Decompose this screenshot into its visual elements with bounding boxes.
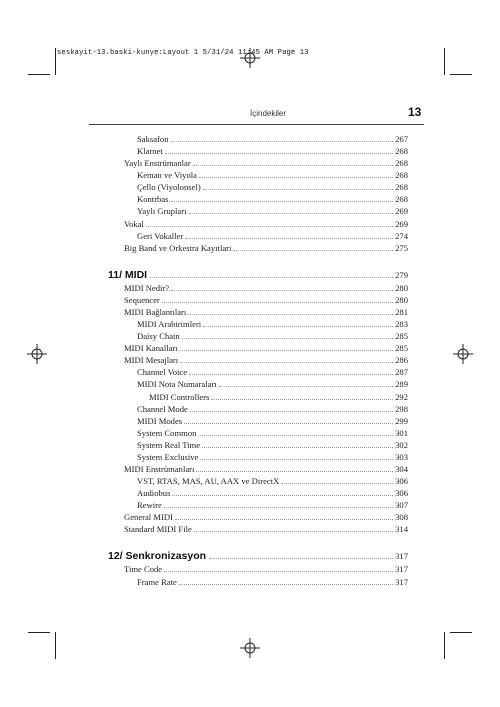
dot-leader — [164, 507, 393, 508]
dot-leader — [180, 350, 393, 351]
entry-page: 303 — [395, 451, 408, 462]
dot-leader — [193, 165, 393, 166]
toc-entry[interactable] — [137, 377, 408, 389]
dot-leader — [175, 519, 393, 520]
entry-title: MIDI Mesajları — [124, 355, 179, 366]
entry-title: Klarnet — [137, 146, 163, 157]
entry-title: Channel Voice — [137, 367, 188, 378]
entry-title: Çello (Viyolonsel) — [137, 182, 201, 193]
dot-leader — [179, 584, 393, 585]
running-header-title: İçindekiler — [250, 109, 287, 118]
entry-title: MIDI Nedir? — [124, 282, 170, 293]
toc-entry[interactable] — [137, 450, 408, 462]
toc-chapter-heading[interactable] — [108, 548, 408, 562]
toc-chapter-heading[interactable] — [108, 267, 408, 281]
entry-page: 280 — [395, 282, 408, 293]
entry-title: System Common — [137, 427, 197, 438]
entry-page: 317 — [395, 564, 408, 575]
entry-title: Vokal — [124, 218, 144, 229]
dot-leader — [211, 399, 393, 400]
entry-title: System Exclusive — [137, 451, 199, 462]
dot-leader — [172, 495, 393, 496]
entry-page: 301 — [395, 427, 408, 438]
chapter-title: 12/ Senkronizasyon — [108, 550, 207, 563]
dot-leader — [209, 558, 393, 559]
entry-page: 287 — [395, 367, 408, 378]
toc-entry[interactable] — [124, 522, 408, 534]
entry-page: 268 — [395, 194, 408, 205]
toc-entry[interactable] — [124, 562, 408, 574]
entry-page: 314 — [395, 524, 408, 535]
entry-title: MIDI Nota Numaraları — [137, 379, 217, 390]
toc-entry[interactable] — [137, 180, 408, 192]
toc-entry[interactable] — [137, 192, 408, 204]
entry-page: 317 — [395, 576, 408, 587]
entry-title: Keman ve Viyola — [137, 170, 197, 181]
entry-title: MIDI Kanalları — [124, 343, 178, 354]
entry-page: 283 — [395, 319, 408, 330]
toc-entry[interactable] — [124, 217, 408, 229]
toc-entry[interactable] — [124, 293, 408, 305]
dot-leader — [188, 314, 393, 315]
toc-entry[interactable] — [137, 365, 408, 377]
entry-page: 281 — [395, 306, 408, 317]
chapter-page: 279 — [395, 269, 408, 280]
dot-leader — [171, 201, 394, 202]
dot-leader — [199, 177, 393, 178]
toc-entry[interactable] — [137, 498, 408, 510]
entry-title: Yaylı Enstrümanlar — [124, 158, 191, 169]
dot-leader — [180, 362, 393, 363]
entry-page: 308 — [395, 512, 408, 523]
dot-leader — [150, 277, 393, 278]
toc-entry[interactable] — [137, 144, 408, 156]
dot-leader — [164, 571, 393, 572]
entry-page: 268 — [395, 146, 408, 157]
entry-title: Saksafon — [137, 134, 169, 144]
entry-page: 268 — [395, 182, 408, 193]
chapter-page: 317 — [395, 551, 408, 562]
toc-entry[interactable] — [137, 474, 408, 486]
dot-leader — [196, 471, 393, 472]
toc-entry[interactable] — [124, 353, 408, 365]
entry-page: 275 — [395, 242, 408, 253]
entry-page: 285 — [395, 343, 408, 354]
toc-entry[interactable] — [124, 241, 408, 253]
toc-entry[interactable] — [124, 305, 408, 317]
entry-title: Channel Mode — [137, 403, 188, 414]
entry-title: Kontrbas — [137, 194, 169, 205]
dot-leader — [171, 141, 394, 142]
dot-leader — [165, 153, 393, 154]
dot-leader — [202, 447, 393, 448]
entry-page: 267 — [395, 134, 408, 144]
entry-title: VST, RTAS, MAS, AU, AAX ve DirectX — [137, 476, 280, 487]
toc-entry[interactable] — [124, 156, 408, 168]
dot-leader — [185, 238, 393, 239]
dot-leader — [171, 290, 393, 291]
toc-entry[interactable] — [137, 402, 408, 414]
dot-leader — [233, 250, 393, 251]
entry-page: 306 — [395, 476, 408, 487]
dot-leader — [182, 338, 393, 339]
entry-page: 269 — [395, 218, 408, 229]
dot-leader — [189, 374, 393, 375]
entry-title: MIDI Enstrümanları — [124, 464, 195, 474]
entry-title: MIDI Bağlantıları — [124, 306, 187, 317]
entry-title: MIDI Arabirimleri — [137, 319, 202, 330]
entry-page: 286 — [395, 355, 408, 366]
entry-title: Geri Vokaller — [137, 230, 184, 241]
entry-page: 289 — [395, 379, 408, 390]
entry-page: 268 — [395, 170, 408, 181]
entry-title: Standard MIDI File — [124, 524, 192, 535]
chapter-title: 11/ MIDI — [108, 268, 148, 281]
entry-title: MIDI Modes — [137, 415, 183, 426]
entry-page: 274 — [395, 230, 408, 241]
entry-title: General MIDI — [124, 512, 173, 523]
toc-entry[interactable] — [124, 510, 408, 522]
dot-leader — [281, 483, 393, 484]
toc-entry[interactable] — [137, 438, 408, 450]
entry-page: 304 — [395, 464, 408, 474]
dot-leader — [203, 326, 393, 327]
toc-entry[interactable] — [137, 132, 408, 144]
entry-page: 307 — [395, 500, 408, 511]
entry-page: 280 — [395, 294, 408, 305]
dot-leader — [189, 213, 394, 214]
entry-title: Rewire — [137, 500, 162, 511]
toc-entry[interactable] — [124, 281, 408, 293]
toc-entry[interactable] — [137, 426, 408, 438]
dot-leader — [194, 531, 393, 532]
dot-leader — [200, 459, 393, 460]
toc-entry[interactable] — [137, 486, 408, 498]
toc-entry[interactable] — [137, 575, 408, 587]
entry-title: System Real Time — [137, 439, 201, 450]
toc-entry[interactable] — [137, 317, 408, 329]
entry-page: 298 — [395, 403, 408, 414]
dot-leader — [198, 435, 393, 436]
dot-leader — [203, 189, 393, 190]
toc-entry[interactable] — [149, 390, 408, 402]
toc-entry[interactable] — [137, 204, 408, 216]
entry-page: 268 — [395, 158, 408, 169]
dot-leader — [162, 302, 393, 303]
entry-title: Yaylı Grupları — [137, 206, 187, 217]
print-slug-line: seskayit-13.baski-kunye:Layout 1 5/31/24 11:45 AM Page 13 — [57, 49, 309, 57]
entry-title: Time Code — [124, 564, 163, 575]
entry-title: Sequencer — [124, 294, 160, 305]
entry-title: Audiobus — [137, 488, 171, 499]
dot-leader — [184, 423, 393, 424]
toc-entry[interactable] — [137, 414, 408, 426]
dot-leader — [190, 411, 393, 412]
toc-entry[interactable] — [137, 329, 408, 341]
entry-title: Frame Rate — [137, 576, 177, 587]
entry-page: 306 — [395, 488, 408, 499]
toc-entry[interactable] — [124, 462, 408, 474]
entry-page: 269 — [395, 206, 408, 217]
toc-entry[interactable] — [124, 341, 408, 353]
dot-leader — [219, 386, 393, 387]
toc-entry[interactable] — [137, 229, 408, 241]
toc-entry[interactable] — [137, 168, 408, 180]
entry-page: 285 — [395, 331, 408, 342]
entry-page: 302 — [395, 439, 408, 450]
entry-title: Big Band ve Orkestra Kayıtları — [124, 242, 232, 253]
page-number: 13 — [408, 105, 422, 119]
entry-page: 292 — [395, 391, 408, 402]
entry-title: Daisy Chain — [137, 331, 180, 342]
entry-title: MIDI Controllers — [149, 391, 210, 402]
entry-page: 299 — [395, 415, 408, 426]
dot-leader — [146, 226, 393, 227]
